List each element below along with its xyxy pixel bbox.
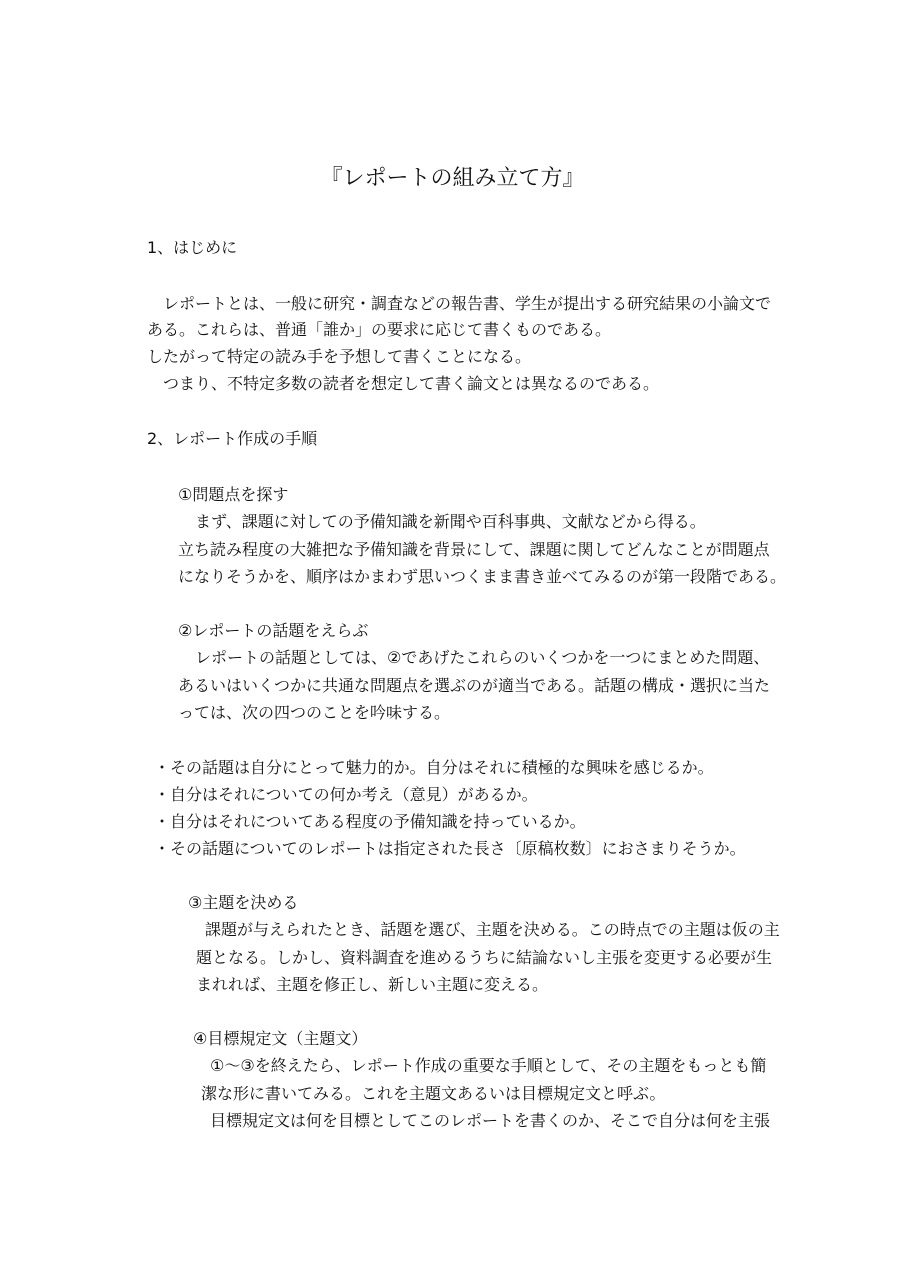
paragraph-line: つまり、不特定多数の読者を想定して書く論文とは異なるのである。 <box>163 374 660 393</box>
bullet-item: ・その話題は自分にとって魅力的か。自分はそれに積極的な興味を感じるか。 <box>154 758 714 777</box>
paragraph-line: あるいはいくつかに共通な問題点を選ぶのが適当である。話題の構成・選択に当た <box>178 676 771 695</box>
paragraph-line: 立ち読み程度の大雑把な予備知識を背景にして、課題に関してどんなことが問題点 <box>178 540 770 559</box>
paragraph-line: ①〜③を終えたら、レポート作成の重要な手順として、その主題をもっとも簡 <box>210 1056 767 1075</box>
section-heading-procedure: 2、レポート作成の手順 <box>147 429 318 448</box>
paragraph-line: レポートとは、一般に研究・調査などの報告書、学生が提出する研究結果の小論文で <box>163 294 772 313</box>
document-title: 『レポートの組み立て方』 <box>320 166 585 191</box>
section-heading-introduction: 1、はじめに <box>147 238 238 257</box>
paragraph-line: 題となる。しかし、資料調査を進めるうちに結論ないし主張を変更する必要が生 <box>196 948 773 967</box>
subsection-heading-step2: ②レポートの話題をえらぶ <box>178 621 369 640</box>
subsection-heading-step1: ①問題点を探す <box>178 485 289 504</box>
subsection-heading-step4: ④目標規定文（主題文） <box>193 1029 368 1048</box>
paragraph-line: 課題が与えられたとき、話題を選び、主題を決める。この時点での主題は仮の主 <box>205 920 780 939</box>
paragraph-line: 潔な形に書いてみる。これを主題文あるいは目標規定文と呼ぶ。 <box>201 1084 666 1103</box>
paragraph-line: レポートの話題としては、②であげたこれらのいくつかを一つにまとめた問題、 <box>195 648 770 667</box>
paragraph-line: したがって特定の読み手を予想して書くことになる。 <box>147 347 532 366</box>
paragraph-line: まず、課題に対しての予備知識を新聞や百科事典、文献などから得る。 <box>195 512 706 531</box>
subsection-heading-step3: ③主題を決める <box>188 893 299 912</box>
bullet-item: ・その話題についてのレポートは指定された長さ〔原稿枚数〕におさまりそうか。 <box>154 839 746 858</box>
paragraph-line: ある。これらは、普通「誰か」の要求に応じて書くものである。 <box>147 320 612 339</box>
paragraph-line: 目標規定文は何を目標としてこのレポートを書くのか、そこで自分は何を主張 <box>210 1111 771 1130</box>
bullet-item: ・自分はそれについての何か考え（意見）があるか。 <box>154 785 538 804</box>
paragraph-line: まれれば、主題を修正し、新しい主題に変える。 <box>196 975 549 994</box>
paragraph-line: っては、次の四つのことを吟味する。 <box>178 703 451 722</box>
paragraph-line: になりそうかを、順序はかまわず思いつくまま書き並べてみるのが第一段階である。 <box>178 567 787 586</box>
bullet-item: ・自分はそれについてある程度の予備知識を持っているか。 <box>154 812 586 831</box>
